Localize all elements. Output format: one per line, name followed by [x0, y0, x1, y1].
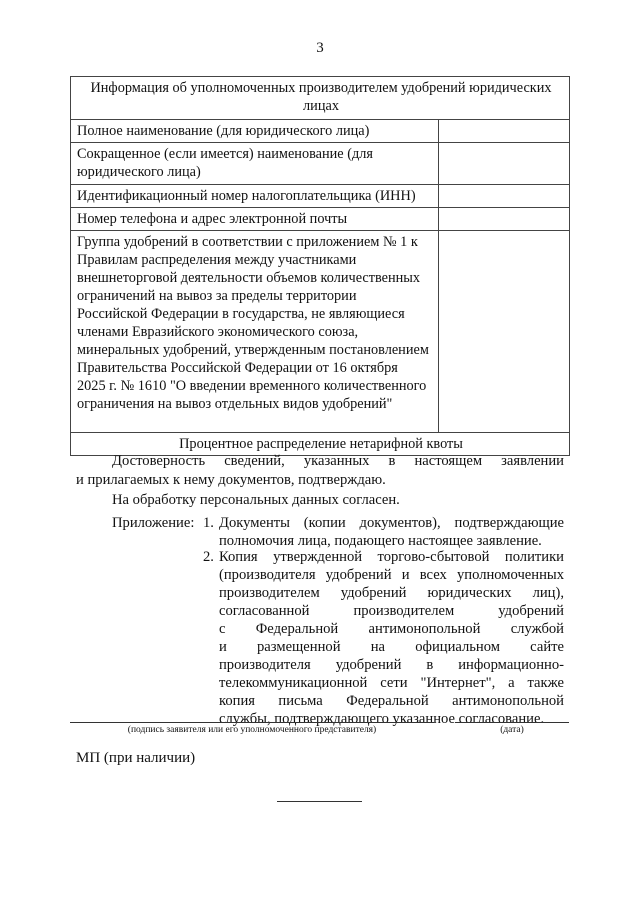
attachment-2-line: производителем удобрений юридических лиц),	[219, 585, 564, 601]
table-row-value[interactable]	[439, 208, 570, 231]
attachment-2-line: копия письма Федеральной антимонопольной	[219, 693, 564, 709]
attachment-2-line: Копия утвержденной торгово-сбытовой политики	[219, 549, 564, 565]
attachment-2-line: производителя удобрений в информационно-	[219, 657, 564, 673]
date-caption: (дата)	[500, 725, 524, 735]
attachment-2-line: телекоммуникационной сети "Интернет", а также	[219, 675, 564, 691]
date-line[interactable]	[455, 722, 569, 723]
attachment-2-line: согласованной производителем удобрений	[219, 603, 564, 619]
attachment-2-line: с Федеральной антимонопольной службой	[219, 621, 564, 637]
attachment-2-line: службы, подтверждающего указанное согласование.	[219, 711, 545, 727]
attachment-2-number: 2.	[203, 549, 214, 565]
table-row-value[interactable]	[439, 143, 570, 185]
table-row-value[interactable]	[439, 120, 570, 143]
table-header: Информация об уполномоченных производителем удобрений юридических лицах	[71, 77, 570, 120]
table-row-label: Полное наименование (для юридического лица)	[71, 120, 439, 143]
declaration-line-1: Достоверность сведений, указанных в настоящем заявлении	[112, 453, 564, 469]
attachment-2-line: и размещенной на официальном сайте	[219, 639, 564, 655]
attachment-1-number: 1.	[203, 515, 214, 531]
signature-line[interactable]	[70, 722, 434, 723]
authorized-entities-table	[70, 76, 570, 456]
attachments-label: Приложение:	[112, 515, 195, 531]
stamp-placeholder: МП (при наличии)	[76, 750, 196, 766]
table-row-value[interactable]	[439, 231, 570, 433]
table-row-label: Сокращенное (если имеется) наименование (для юридического лица)	[71, 143, 439, 185]
table-row-label: Группа удобрений в соответствии с приложением № 1 к Правилам распределения между участниками внешнеторговой деятельности объемов количественных ограничений на вывоз за пределы территории Российской Федерации в государства, не являющиеся членами Евразийского экономического союза, минеральных удобрений, утвержденным постановлением Правительства Российской Федерации от 16 октября 2025 г. № 1610 "О введении временного количественного ограничения на вывоз отдельных видов удобрений"	[71, 231, 439, 433]
page-number: 3	[316, 40, 324, 56]
bottom-divider	[277, 801, 362, 802]
table-row-label: Идентификационный номер налогоплательщика (ИНН)	[71, 185, 439, 208]
table-row-value[interactable]	[439, 185, 570, 208]
declaration-line-2: и прилагаемых к нему документов, подтверждаю.	[76, 472, 386, 488]
consent-text: На обработку персональных данных согласен.	[112, 492, 400, 508]
attachment-1-line-2: полномочия лица, подающего настоящее заявление.	[219, 533, 542, 549]
signature-caption: (подпись заявителя или его уполномоченного представителя)	[127, 725, 377, 735]
attachment-1-line-1: Документы (копии документов), подтверждающие	[219, 515, 564, 531]
table-row-label: Номер телефона и адрес электронной почты	[71, 208, 439, 231]
table-footer: Процентное распределение нетарифной квоты	[71, 433, 570, 456]
attachment-2-line: (производителя удобрений и всех уполномоченных	[219, 567, 564, 583]
